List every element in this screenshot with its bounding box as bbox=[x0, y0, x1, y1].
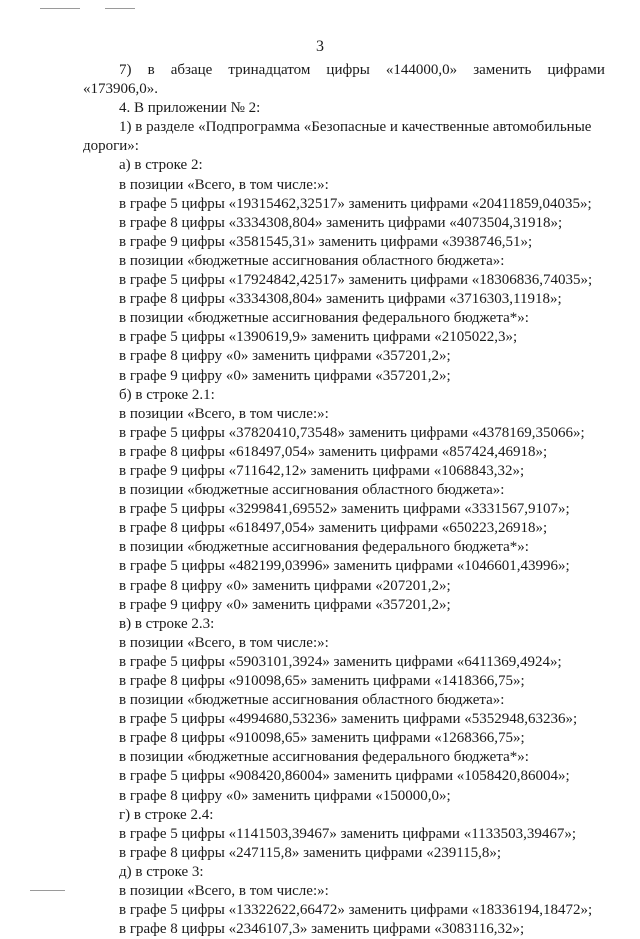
list-item: в графе 5 цифры «908420,86004» заменить цифрами «1058420,86004»; bbox=[119, 768, 570, 785]
list-item: в графе 8 цифры «3334308,804» заменить цифрами «3716303,11918»; bbox=[119, 291, 562, 308]
list-item: в графе 8 цифры «618497,054» заменить цифрами «650223,26918»; bbox=[119, 520, 548, 537]
list-item: в графе 8 цифры «2346107,3» заменить цифрами «3083116,32»; bbox=[119, 921, 525, 938]
list-item: в позиции «бюджетные ассигнования областного бюджета»: bbox=[119, 692, 505, 709]
page-number: 3 bbox=[316, 38, 324, 55]
list-item: в графе 8 цифру «0» заменить цифрами «207201,2»; bbox=[119, 577, 451, 594]
word: цифры bbox=[326, 62, 370, 78]
list-item: в графе 8 цифры «910098,65» заменить цифрами «1418366,75»; bbox=[119, 673, 525, 689]
appendix-heading: 4. В приложении № 2: bbox=[119, 100, 261, 117]
list-item: в графе 8 цифры «247115,8» заменить цифрами «239115,8»; bbox=[119, 844, 502, 861]
list-item: в графе 5 цифры «1141503,39467» заменить цифрами «1133503,39467»; bbox=[119, 825, 577, 842]
paragraph-7-continuation: «173906,0». bbox=[83, 81, 158, 98]
paragraph-7-first-line bbox=[83, 61, 605, 80]
list-item: а) в строке 2: bbox=[119, 157, 203, 174]
word: в bbox=[147, 62, 155, 78]
list-item: д) в строке 3: bbox=[119, 863, 204, 880]
list-item: в графе 8 цифры «910098,65» заменить цифрами «1268366,75»; bbox=[119, 730, 525, 747]
list-item: в графе 9 цифры «711642,12» заменить цифрами «1068843,32»; bbox=[119, 462, 525, 479]
list-item: б) в строке 2.1: bbox=[119, 386, 215, 403]
section-heading-continuation: дороги»: bbox=[83, 138, 139, 155]
list-item: в графе 8 цифры «618497,054» заменить цифрами «857424,46918»; bbox=[119, 443, 548, 460]
word: абзаце bbox=[170, 62, 213, 78]
list-item: в графе 5 цифры «19315462,32517» заменить цифрами «20411859,04035»; bbox=[119, 195, 592, 212]
list-item: в графе 8 цифру «0» заменить цифрами «150000,0»; bbox=[119, 787, 451, 804]
list-item: в графе 5 цифры «17924842,42517» заменить цифрами «18306836,74035»; bbox=[119, 272, 593, 289]
list-item: в графе 9 цифру «0» заменить цифрами «357201,2»; bbox=[119, 596, 451, 613]
list-item: в графе 9 цифры «3581545,31» заменить цифрами «3938746,51»; bbox=[119, 233, 533, 250]
list-item: в графе 5 цифры «13322622,66472» заменить цифрами «18336194,18472»; bbox=[119, 902, 593, 919]
list-item: в графе 5 цифры «37820410,73548» заменить цифрами «4378169,35066»; bbox=[119, 424, 585, 441]
scan-artifact bbox=[40, 8, 80, 9]
list-item: в графе 8 цифру «0» заменить цифрами «357201,2»; bbox=[119, 348, 451, 365]
list-item: в графе 5 цифры «1390619,9» заменить цифрами «2105022,3»; bbox=[119, 329, 518, 346]
section-heading: 1) в разделе «Подпрограмма «Безопасные и качественные автомобильные bbox=[119, 119, 592, 136]
list-item: в графе 9 цифру «0» заменить цифрами «357201,2»; bbox=[119, 367, 451, 384]
list-item: г) в строке 2.4: bbox=[119, 806, 214, 823]
list-item: в графе 5 цифры «482199,03996» заменить цифрами «1046601,43996»; bbox=[119, 558, 570, 575]
list-item: в) в строке 2.3: bbox=[119, 615, 215, 632]
list-item: в графе 5 цифры «5903101,3924» заменить цифрами «6411369,4924»; bbox=[119, 653, 562, 670]
document-body bbox=[83, 61, 605, 939]
list-item: в позиции «бюджетные ассигнования областного бюджета»: bbox=[119, 482, 505, 499]
word: заменить bbox=[473, 62, 532, 78]
list-item: в позиции «бюджетные ассигнования областного бюджета»: bbox=[119, 252, 505, 269]
list-item: в позиции «бюджетные ассигнования федерального бюджета*»: bbox=[119, 310, 529, 327]
list-item: в позиции «бюджетные ассигнования федерального бюджета*»: bbox=[119, 749, 529, 766]
list-item: в позиции «Всего, в том числе:»: bbox=[119, 176, 329, 193]
list-item: в позиции «Всего, в том числе:»: bbox=[119, 883, 329, 900]
word: цифрами bbox=[547, 62, 605, 78]
list-item: в позиции «Всего, в том числе:»: bbox=[119, 405, 329, 422]
word: тринадцатом bbox=[228, 62, 311, 78]
list-item: в позиции «бюджетные ассигнования федерального бюджета*»: bbox=[119, 539, 529, 556]
word: 7) bbox=[119, 62, 132, 78]
scan-artifact bbox=[105, 8, 135, 9]
list-item: в графе 5 цифры «4994680,53236» заменить цифрами «5352948,63236»; bbox=[119, 711, 578, 728]
list-item: в позиции «Всего, в том числе:»: bbox=[119, 634, 329, 651]
scan-artifact bbox=[30, 890, 65, 891]
list-item: в графе 8 цифры «3334308,804» заменить цифрами «4073504,31918»; bbox=[119, 214, 563, 231]
word: «144000,0» bbox=[385, 62, 458, 78]
list-item: в графе 5 цифры «3299841,69552» заменить цифрами «3331567,9107»; bbox=[119, 501, 570, 518]
